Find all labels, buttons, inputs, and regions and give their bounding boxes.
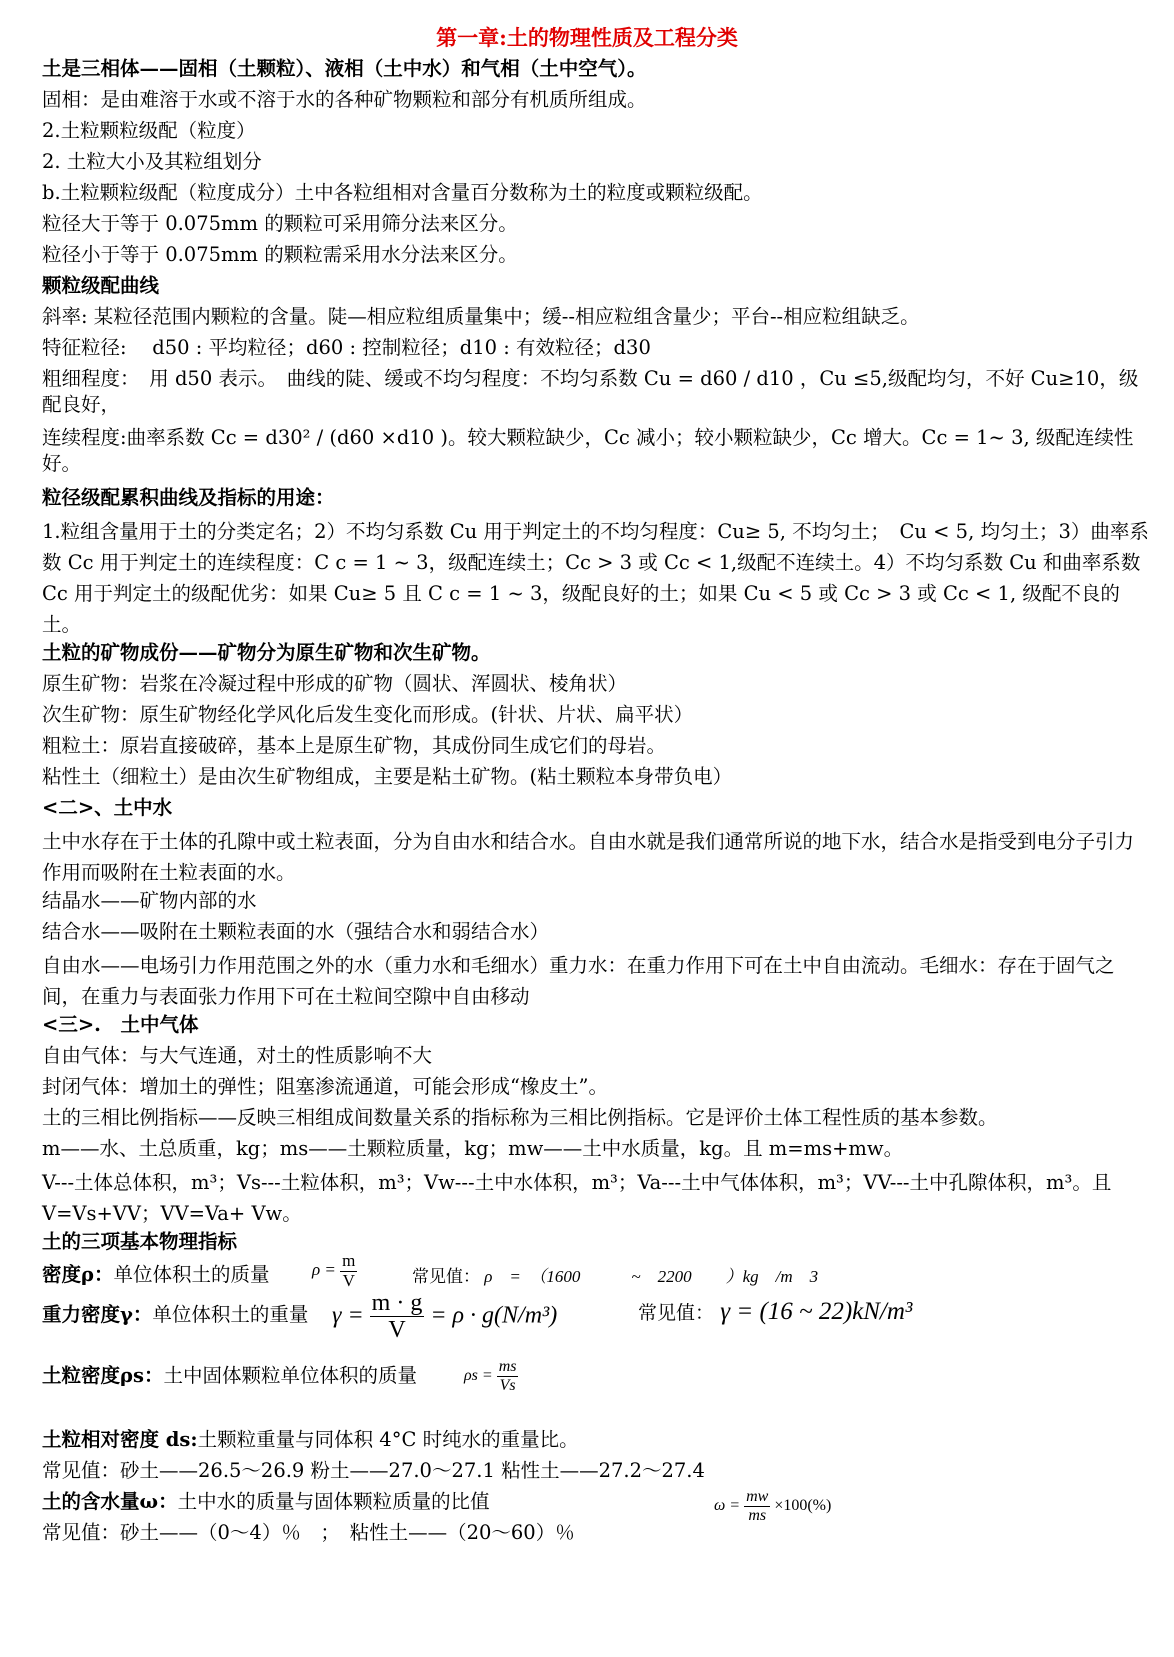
heading-three-phase: 土是三相体——固相（土颗粒）、液相（土中水）和气相（土中空气）。	[42, 57, 647, 80]
unit-weight-row	[42, 1302, 308, 1328]
particle-density-fraction	[497, 1358, 519, 1394]
density-label: 密度ρ：	[42, 1263, 114, 1286]
text-line: m——水、土总质重，kg；ms——土颗粒质量，kg；mw——土中水质量，kg。且 m=ms+mw。	[42, 1137, 904, 1160]
text-line: 2. 土粒大小及其粒组划分	[42, 150, 262, 173]
text-line: 结合水——吸附在土颗粒表面的水（强结合水和弱结合水）	[42, 920, 550, 943]
water-content-fraction	[744, 1488, 770, 1524]
particle-density-denominator: Vs	[499, 1376, 516, 1394]
water-content-denominator: ms	[748, 1506, 767, 1524]
text-line: 封闭气体：增加土的弹性；阻塞渗流通道，可能会形成“橡皮土”。	[42, 1075, 608, 1098]
heading-soil-gas: <三>. 土中气体	[42, 1013, 199, 1036]
density-formula	[312, 1252, 357, 1290]
unit-weight-numerator: m · g	[371, 1290, 423, 1316]
text-line: 2.土粒颗粒级配（粒度）	[42, 119, 256, 142]
particle-density-label: 土粒密度ρs：	[42, 1364, 164, 1387]
water-content-formula-rhs: ×100(%)	[774, 1496, 832, 1514]
unit-weight-common-value: γ = (16 ~ 22)kN/m³	[720, 1298, 913, 1325]
heading-curve-usage: 粒径级配累积曲线及指标的用途：	[42, 486, 335, 509]
heading-gradation-curve: 颗粒级配曲线	[42, 274, 160, 297]
water-content-formula-lhs: ω =	[714, 1496, 741, 1514]
text-line: 常见值：砂土——（0～4）％ ； 粘性土——（20～60）％	[42, 1521, 575, 1544]
unit-weight-common	[638, 1298, 912, 1326]
text-line: 固相：是由难溶于水或不溶于水的各种矿物颗粒和部分有机质所组成。	[42, 88, 647, 111]
unit-weight-formula	[332, 1290, 557, 1344]
text-line: 连续程度:曲率系数 Cc = d30² / (d60 ×d10 )。较大颗粒缺少，Cc 减小；较小颗粒缺少，Cc 增大。Cc = 1~ 3, 级配连续性好。	[42, 426, 1134, 475]
density-desc: 单位体积土的质量	[113, 1263, 270, 1286]
water-content-label: 土的含水量ω：	[42, 1490, 178, 1513]
unit-weight-formula-rhs: = ρ · g(N/m³)	[430, 1302, 558, 1329]
text-line: 次生矿物：原生矿物经化学风化后发生变化而形成。(针状、片状、扁平状）	[42, 703, 694, 726]
text-line: 原生矿物：岩浆在冷凝过程中形成的矿物（圆状、浑圆状、棱角状）	[42, 672, 628, 695]
text-line: 斜率: 某粒径范围内颗粒的含量。陡—相应粒组质量集中；缓--相应粒组含量少；平台--相应粒组缺乏。	[42, 305, 920, 328]
heading-basic-indices: 土的三项基本物理指标	[42, 1230, 238, 1253]
text-line: b.土粒颗粒级配（粒度成分）土中各粒组相对含量百分数称为土的粒度或颗粒级配。	[42, 181, 763, 204]
chapter-title: 第一章:土的物理性质及工程分类	[436, 25, 738, 50]
text-line: 粒径小于等于 0.075mm 的颗粒需采用水分法来区分。	[42, 243, 518, 266]
density-fraction	[340, 1252, 357, 1290]
particle-density-formula	[464, 1358, 518, 1394]
unit-weight-common-label: 常见值：	[638, 1302, 715, 1324]
heading-soil-water: <二>、土中水	[42, 796, 173, 819]
text-paragraph: V---土体总体积，m³；Vs---土粒体积，m³；Vw---土中水体积，m³；Va---土中气体体积，m³；VV---土中孔隙体积，m³。且 V=Vs+VV；VV=Va+ Vw。	[42, 1171, 1112, 1225]
text-line: 粗粒土：原岩直接破碎，基本上是原生矿物，其成份同生成它们的母岩。	[42, 734, 667, 757]
text-line: 粒径大于等于 0.075mm 的颗粒可采用筛分法来区分。	[42, 212, 518, 235]
heading-mineral: 土粒的矿物成份——矿物分为原生矿物和次生矿物。	[42, 641, 491, 664]
density-common	[412, 1262, 818, 1287]
unit-weight-fraction	[370, 1290, 425, 1344]
unit-weight-desc: 单位体积土的重量	[152, 1303, 309, 1326]
text-line: 自由气体：与大气连通，对土的性质影响不大	[42, 1044, 433, 1067]
water-content-numerator: mw	[746, 1488, 769, 1505]
unit-weight-label: 重力密度γ：	[42, 1303, 153, 1326]
text-line: 特征粒径: d50 : 平均粒径；d60 : 控制粒径；d10 : 有效粒径；d30	[42, 336, 651, 359]
particle-density-numerator: ms	[498, 1358, 517, 1375]
density-common-value: ρ = （1600 ~ 2200 ）kg /m 3	[484, 1267, 819, 1286]
specific-gravity-row	[42, 1427, 579, 1453]
unit-weight-denominator: V	[388, 1317, 406, 1344]
water-content-desc: 土中水的质量与固体颗粒质量的比值	[177, 1490, 490, 1513]
water-content-row	[42, 1489, 490, 1515]
particle-density-formula-lhs: ρs =	[464, 1366, 493, 1384]
text-line: 结晶水——矿物内部的水	[42, 889, 257, 912]
density-numerator: m	[342, 1251, 356, 1270]
density-formula-lhs: ρ =	[312, 1260, 336, 1280]
water-content-formula	[714, 1488, 831, 1524]
text-line: 常见值：砂土——26.5～26.9 粉土——27.0～27.1 粘性土——27.2～27.4	[42, 1459, 705, 1482]
particle-density-desc: 土中固体颗粒单位体积的质量	[163, 1364, 417, 1387]
particle-density-row	[42, 1363, 417, 1389]
density-denominator: V	[342, 1270, 355, 1290]
text-line: 粘性土（细粒土）是由次生矿物组成，主要是粘土矿物。(粘土颗粒本身带负电）	[42, 765, 733, 788]
specific-gravity-desc: 土颗粒重量与同体积 4°C 时纯水的重量比。	[197, 1428, 579, 1451]
text-paragraph: 自由水——电场引力作用范围之外的水（重力水和毛细水）重力水：在重力作用下可在土中自由流动。毛细水：存在于固气之间，在重力与表面张力作用下可在土粒间空隙中自由移动	[42, 954, 1115, 1008]
specific-gravity-label: 土粒相对密度 ds:	[42, 1428, 198, 1451]
text-paragraph: 1.粒组含量用于土的分类定名；2）不均匀系数 Cu 用于判定土的不均匀程度：Cu≥ 5, 不均匀土； Cu < 5, 均匀土；3）曲率系数 Cc 用于判定土的连续程度：C c = 1 ~ 3，级配连续土；Cc > 3 或 Cc < 1,级配不连续土。4）不均匀系数 Cu 和曲率系数 Cc 用于判定土的级配优劣：如果 Cu≥ 5 且 C c = 1 ~ 3，级配良好的土；如果 Cu < 5 或 Cc > 3 或 Cc < 1, 级配不良的土。	[42, 520, 1149, 636]
text-line: 土的三相比例指标——反映三相组成间数量关系的指标称为三相比例指标。它是评价土体工程性质的基本参数。	[42, 1106, 998, 1129]
unit-weight-formula-lhs: γ =	[332, 1302, 364, 1329]
text-line: 粗细程度： 用 d50 表示。 曲线的陡、缓或不均匀程度：不均匀系数 Cu = d60 / d10 ，Cu ≤5,级配均匀，不好 Cu≥10，级配良好，	[42, 367, 1139, 416]
text-paragraph: 土中水存在于土体的孔隙中或土粒表面，分为自由水和结合水。自由水就是我们通常所说的地下水，结合水是指受到电分子引力作用而吸附在土粒表面的水。	[42, 830, 1135, 884]
density-common-label: 常见值：	[412, 1267, 480, 1287]
density-row	[42, 1262, 269, 1288]
